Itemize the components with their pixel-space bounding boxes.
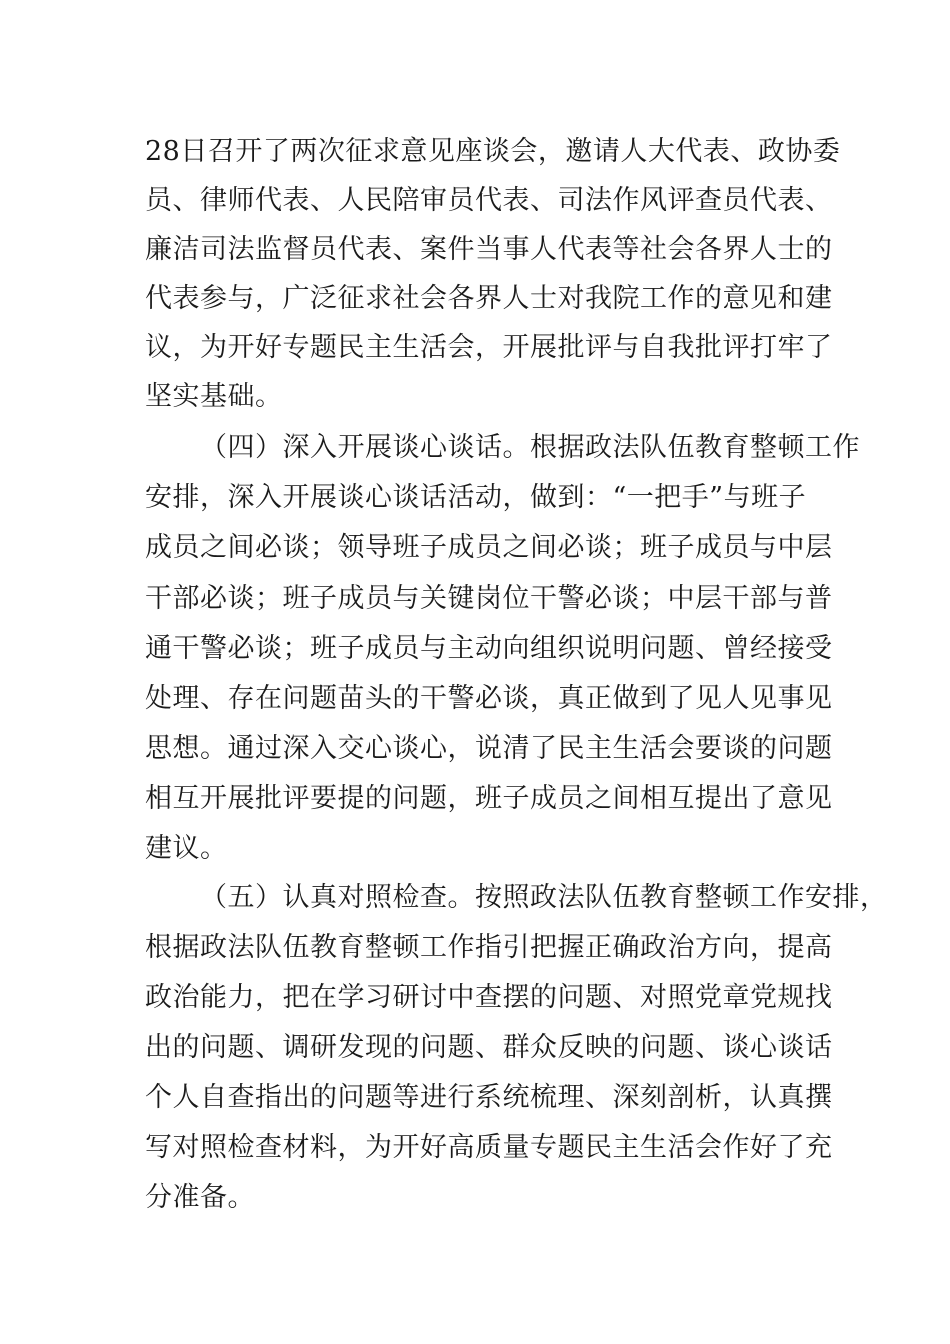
text-line: 成员之间必谈；领导班子成员之间必谈；班子成员与中层 xyxy=(145,532,833,563)
text-line: 相互开展批评要提的问题，班子成员之间相互提出了意见 xyxy=(145,783,833,814)
text-line: 员、律师代表、人民陪审员代表、司法作风评查员代表、 xyxy=(145,185,833,216)
text-line: 出的问题、调研发现的问题、群众反映的问题、谈心谈话 xyxy=(145,1032,833,1063)
text-line: 政治能力，把在学习研讨中查摆的问题、对照党章党规找 xyxy=(145,982,833,1013)
text-line: 根据政法队伍教育整顿工作指引把握正确政治方向，提高 xyxy=(145,932,833,963)
text-line: （四）深入开展谈心谈话。根据政法队伍教育整顿工作 xyxy=(200,432,860,463)
text-line: 分准备。 xyxy=(145,1182,255,1213)
text-line: 写对照检查材料，为开好高质量专题民主生活会作好了充 xyxy=(145,1132,833,1163)
text-line: 个人自查指出的问题等进行系统梳理、深刻剖析，认真撰 xyxy=(145,1082,833,1113)
text-line: 思想。通过深入交心谈心，说清了民主生活会要谈的问题 xyxy=(145,733,833,764)
text-line: 28日召开了两次征求意见座谈会，邀请人大代表、政协委 xyxy=(145,136,841,167)
text-line: 议，为开好专题民主生活会，开展批评与自我批评打牢了 xyxy=(145,332,833,363)
text-line: 坚实基础。 xyxy=(145,381,283,412)
text-line: 处理、存在问题苗头的干警必谈，真正做到了见人见事见 xyxy=(145,683,833,714)
text-line: 安排，深入开展谈心谈话活动，做到：“一把手”与班子 xyxy=(145,482,807,513)
text-line: 代表参与，广泛征求社会各界人士对我院工作的意见和建 xyxy=(145,283,833,314)
text-line: 干部必谈；班子成员与关键岗位干警必谈；中层干部与普 xyxy=(145,583,833,614)
text-line: 廉洁司法监督员代表、案件当事人代表等社会各界人士的 xyxy=(145,234,833,265)
text-line: （五）认真对照检查。按照政法队伍教育整顿工作安排， xyxy=(200,882,888,913)
text-line: 建议。 xyxy=(145,833,228,864)
text-line: 通干警必谈；班子成员与主动向组织说明问题、曾经接受 xyxy=(145,633,833,664)
